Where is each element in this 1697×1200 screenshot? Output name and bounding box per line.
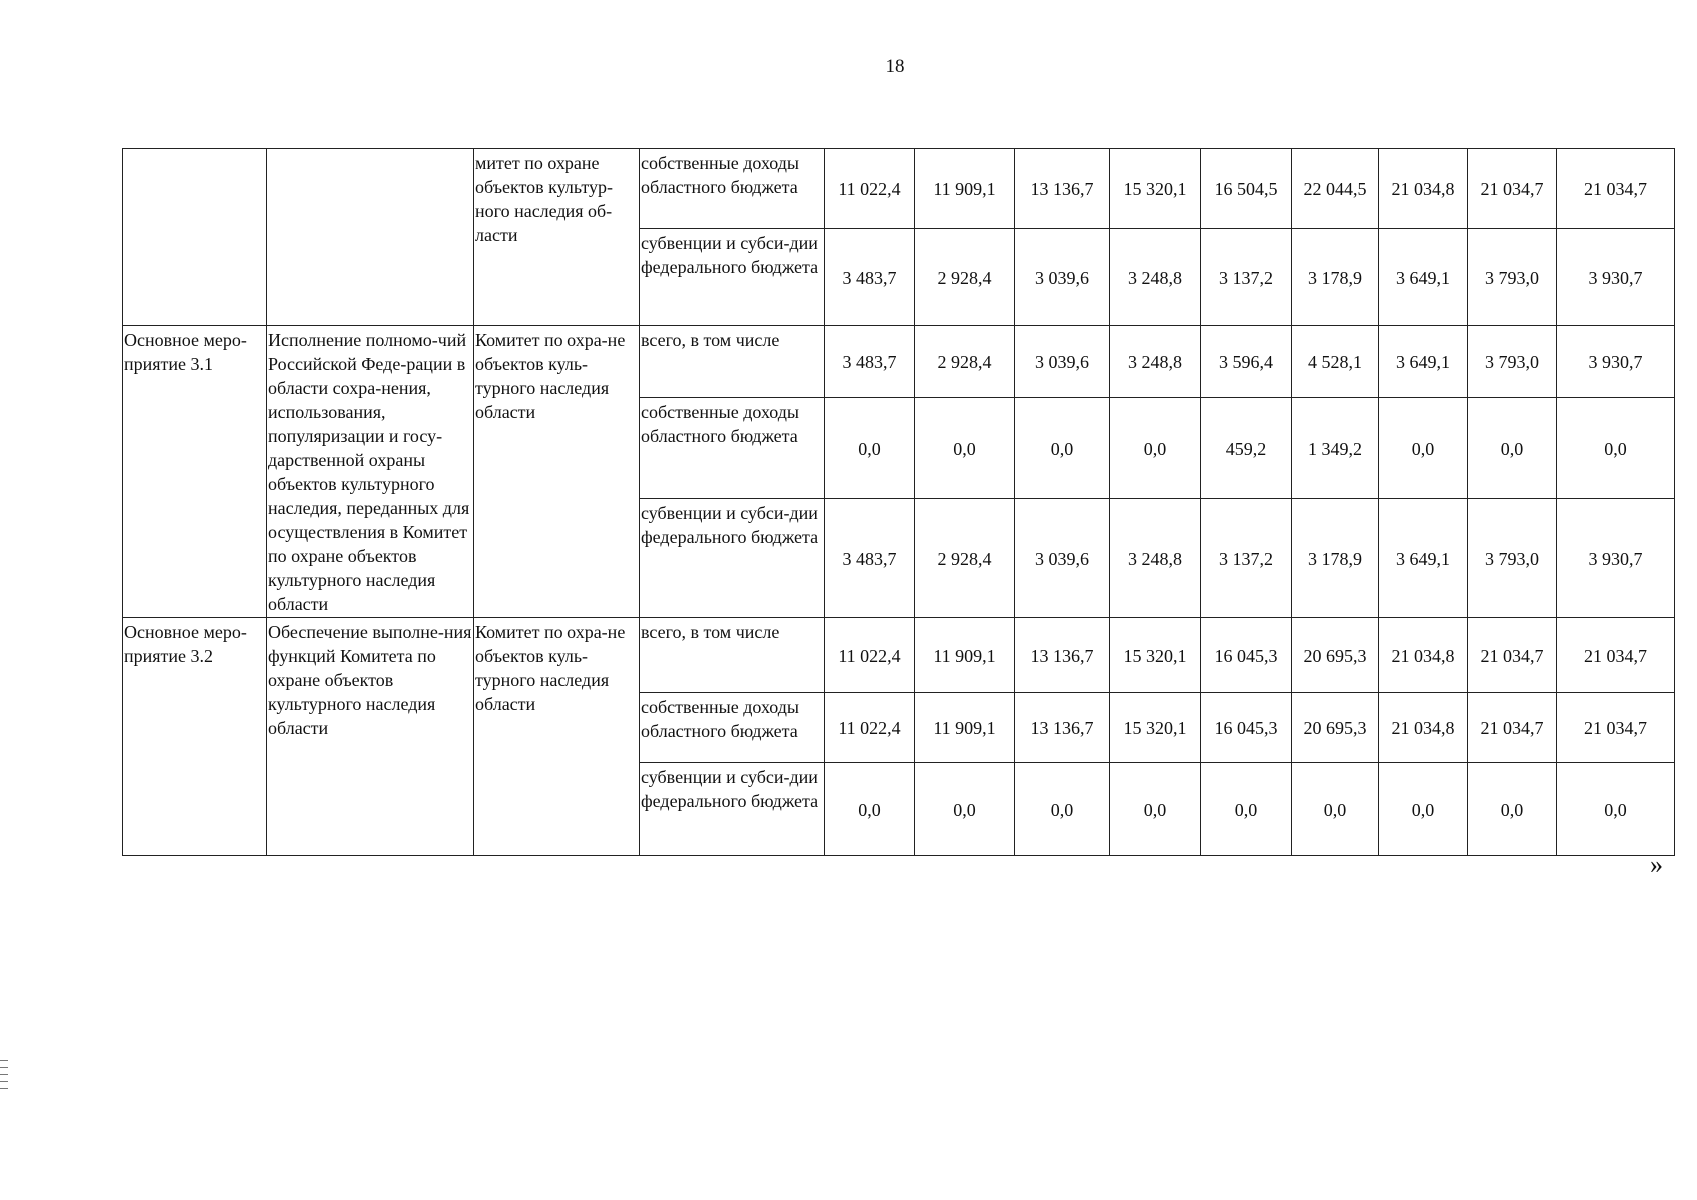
value-cell: 3 930,7 (1557, 326, 1675, 398)
value-cell: 3 137,2 (1201, 499, 1292, 618)
value-cell: 3 248,8 (1110, 499, 1201, 618)
value-cell: 21 034,7 (1557, 618, 1675, 693)
funding-source-cell: собственные доходы областного бюджета (640, 149, 825, 229)
executor-cell: митет по охране объектов культур-ного наследия об-ласти (474, 149, 640, 326)
value-cell: 3 793,0 (1468, 326, 1557, 398)
value-cell: 0,0 (1468, 763, 1557, 856)
value-cell: 13 136,7 (1015, 149, 1110, 229)
value-cell: 0,0 (825, 398, 915, 499)
value-cell: 0,0 (825, 763, 915, 856)
value-cell: 11 022,4 (825, 693, 915, 763)
value-cell: 0,0 (915, 398, 1015, 499)
value-cell: 11 909,1 (915, 618, 1015, 693)
funding-source-cell: всего, в том числе (640, 618, 825, 693)
value-cell: 3 930,7 (1557, 499, 1675, 618)
value-cell: 1 349,2 (1292, 398, 1379, 499)
measure-cell: Основное меро-приятие 3.1 (123, 326, 267, 618)
value-cell: 16 045,3 (1201, 618, 1292, 693)
value-cell: 3 793,0 (1468, 229, 1557, 326)
value-cell: 0,0 (1110, 398, 1201, 499)
value-cell: 0,0 (1201, 763, 1292, 856)
value-cell: 3 039,6 (1015, 229, 1110, 326)
value-cell: 3 483,7 (825, 326, 915, 398)
value-cell: 21 034,7 (1468, 618, 1557, 693)
value-cell: 0,0 (1557, 763, 1675, 856)
table-row (123, 149, 1675, 229)
value-cell: 15 320,1 (1110, 693, 1201, 763)
value-cell: 0,0 (1015, 398, 1110, 499)
value-cell: 21 034,8 (1379, 693, 1468, 763)
value-cell: 0,0 (1468, 398, 1557, 499)
funding-source-cell: всего, в том числе (640, 326, 825, 398)
value-cell: 3 483,7 (825, 229, 915, 326)
value-cell: 3 483,7 (825, 499, 915, 618)
value-cell: 3 178,9 (1292, 499, 1379, 618)
value-cell: 20 695,3 (1292, 618, 1379, 693)
value-cell: 21 034,8 (1379, 149, 1468, 229)
value-cell: 459,2 (1201, 398, 1292, 499)
value-cell: 3 039,6 (1015, 326, 1110, 398)
budget-table (122, 148, 1675, 856)
value-cell: 3 649,1 (1379, 499, 1468, 618)
funding-source-cell: субвенции и субси-дии федерального бюджета (640, 763, 825, 856)
value-cell: 2 928,4 (915, 229, 1015, 326)
value-cell: 3 248,8 (1110, 326, 1201, 398)
value-cell: 0,0 (1557, 398, 1675, 499)
measure-cell: Основное меро-приятие 3.2 (123, 618, 267, 856)
measure-name-cell: Исполнение полномо-чий Российской Феде-рации в области сохра-нения, использования, популяризации и госу-дарственной охраны объектов культурного наследия, переданных для осуществления в Комитет по охране объектов культурного наследия области (267, 326, 474, 618)
value-cell: 20 695,3 (1292, 693, 1379, 763)
value-cell: 11 909,1 (915, 693, 1015, 763)
value-cell: 3 137,2 (1201, 229, 1292, 326)
value-cell: 13 136,7 (1015, 693, 1110, 763)
value-cell: 3 930,7 (1557, 229, 1675, 326)
value-cell: 3 793,0 (1468, 499, 1557, 618)
value-cell: 3 649,1 (1379, 326, 1468, 398)
value-cell: 3 596,4 (1201, 326, 1292, 398)
closing-quote: » (1650, 850, 1663, 879)
value-cell: 0,0 (1292, 763, 1379, 856)
funding-source-cell: собственные доходы областного бюджета (640, 693, 825, 763)
measure-cell (123, 149, 267, 326)
value-cell: 21 034,7 (1468, 693, 1557, 763)
value-cell: 13 136,7 (1015, 618, 1110, 693)
value-cell: 21 034,7 (1557, 693, 1675, 763)
measure-name-cell: Обеспечение выполне-ния функций Комитета по охране объектов культурного наследия области (267, 618, 474, 856)
value-cell: 16 045,3 (1201, 693, 1292, 763)
scan-edge-marks (0, 1060, 8, 1095)
value-cell: 15 320,1 (1110, 149, 1201, 229)
value-cell: 0,0 (1110, 763, 1201, 856)
value-cell: 3 248,8 (1110, 229, 1201, 326)
value-cell: 0,0 (1379, 398, 1468, 499)
value-cell: 22 044,5 (1292, 149, 1379, 229)
value-cell: 2 928,4 (915, 326, 1015, 398)
value-cell: 11 022,4 (825, 149, 915, 229)
value-cell: 11 022,4 (825, 618, 915, 693)
value-cell: 3 039,6 (1015, 499, 1110, 618)
value-cell: 0,0 (1015, 763, 1110, 856)
value-cell: 16 504,5 (1201, 149, 1292, 229)
funding-source-cell: субвенции и субси-дии федерального бюджета (640, 499, 825, 618)
table-row (123, 326, 1675, 398)
value-cell: 4 528,1 (1292, 326, 1379, 398)
value-cell: 3 178,9 (1292, 229, 1379, 326)
executor-cell: Комитет по охра-не объектов куль-турного наследия области (474, 326, 640, 618)
value-cell: 21 034,7 (1557, 149, 1675, 229)
table-row (123, 618, 1675, 693)
funding-source-cell: собственные доходы областного бюджета (640, 398, 825, 499)
value-cell: 0,0 (1379, 763, 1468, 856)
executor-cell: Комитет по охра-не объектов куль-турного наследия области (474, 618, 640, 856)
page-number: 18 (885, 56, 905, 77)
value-cell: 3 649,1 (1379, 229, 1468, 326)
value-cell: 0,0 (915, 763, 1015, 856)
table-body (123, 149, 1675, 856)
measure-name-cell (267, 149, 474, 326)
value-cell: 15 320,1 (1110, 618, 1201, 693)
value-cell: 11 909,1 (915, 149, 1015, 229)
value-cell: 21 034,8 (1379, 618, 1468, 693)
value-cell: 21 034,7 (1468, 149, 1557, 229)
funding-source-cell: субвенции и субси-дии федерального бюджета (640, 229, 825, 326)
value-cell: 2 928,4 (915, 499, 1015, 618)
